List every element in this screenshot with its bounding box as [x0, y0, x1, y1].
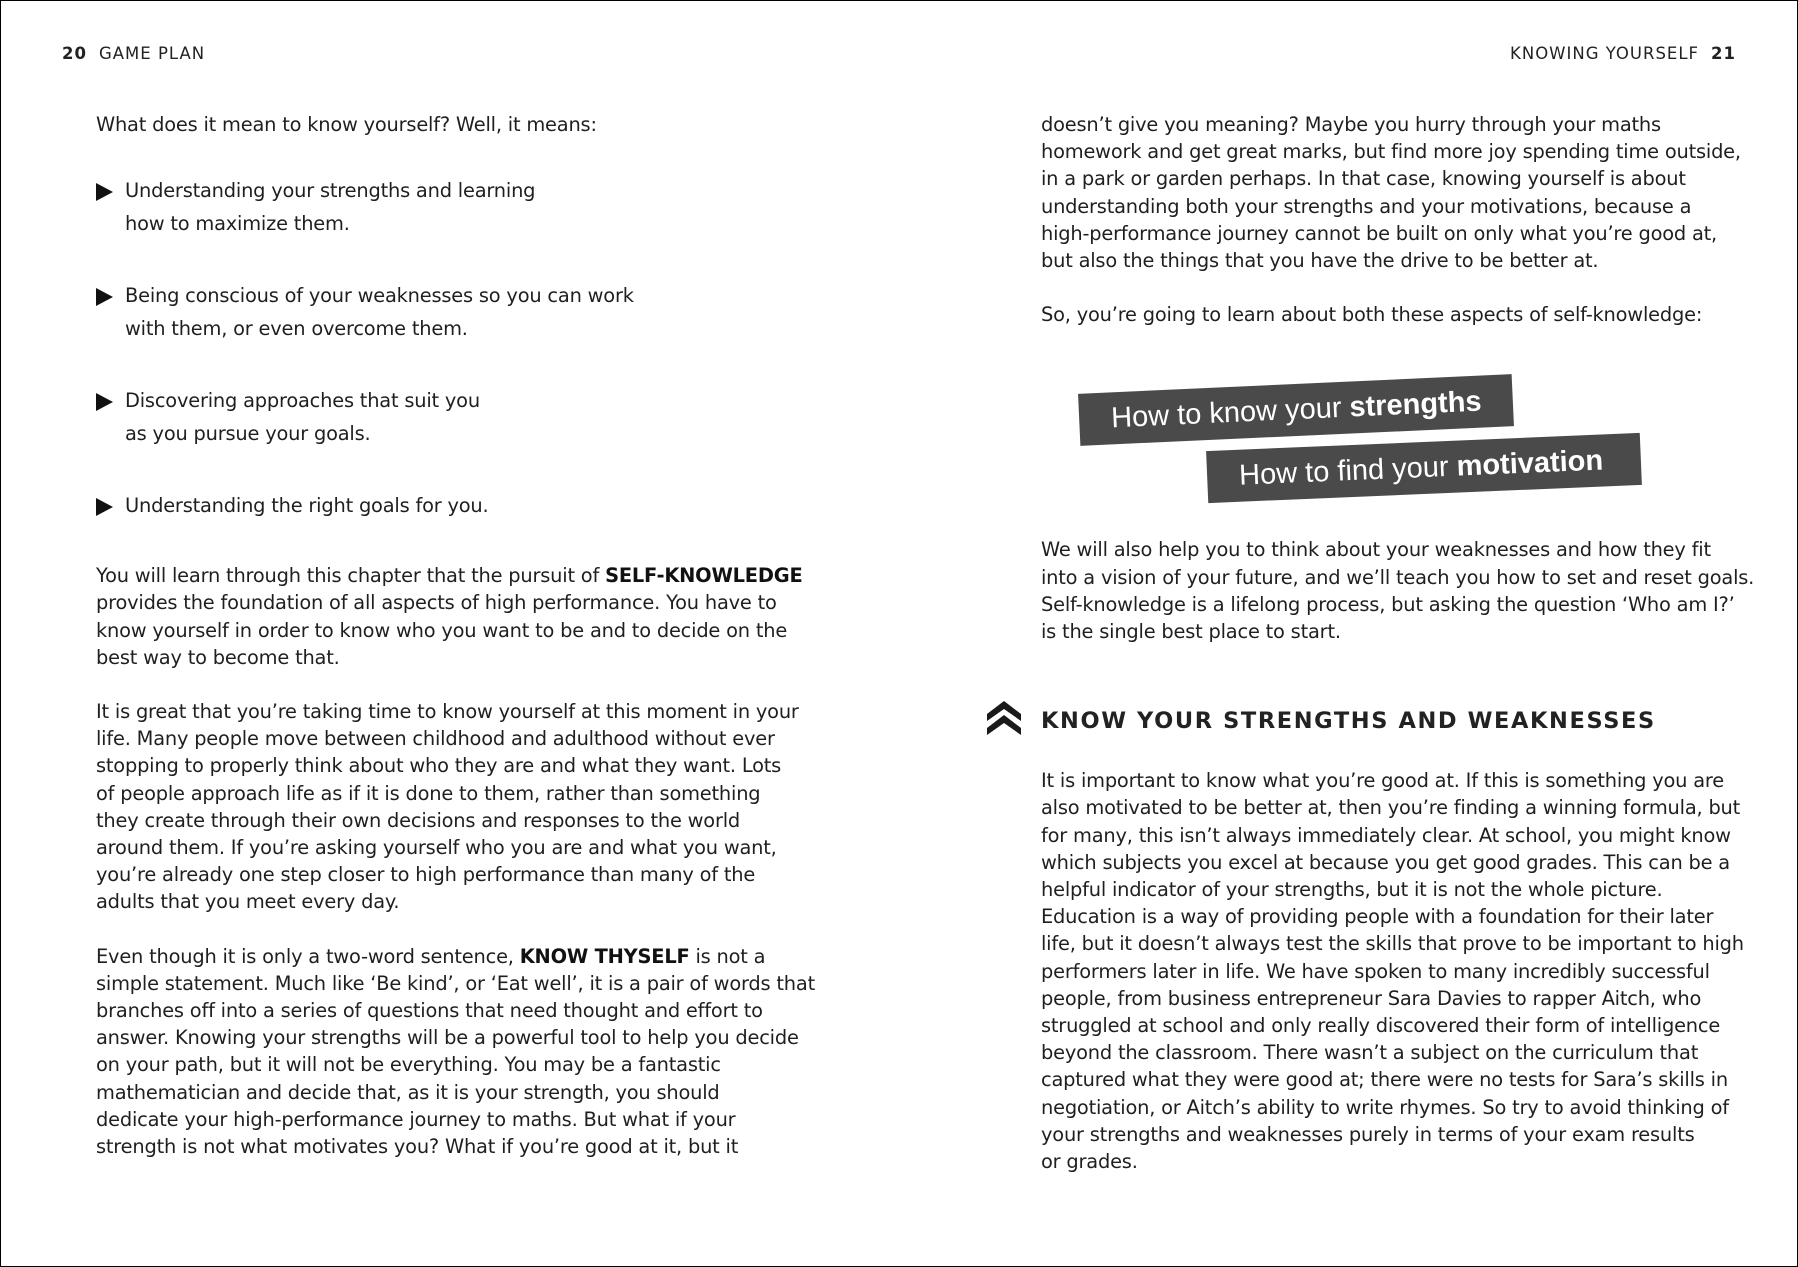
keyword-know-thyself: KNOW THYSELF	[519, 944, 690, 968]
left-running-header	[62, 44, 205, 63]
text-line: strength is not what motivates you? What if you’re good at it, but it	[96, 1135, 739, 1159]
text-line: Education is a way of providing people with a foundation for their later	[1041, 905, 1714, 929]
text-line: in a park or garden perhaps. In that case, knowing yourself is about	[1041, 167, 1686, 191]
text-line: know yourself in order to know who you want to be and to decide on the	[96, 618, 788, 642]
text-line: but also the things that you have the drive to be better at.	[1041, 249, 1599, 273]
left-page-number: 20	[62, 44, 87, 63]
bullet-item	[96, 489, 796, 522]
text-line: simple statement. Much like ‘Be kind’, or ‘Eat well’, it is a pair of words that	[96, 971, 815, 995]
text-line: provides the foundation of all aspects of high performance. You have to	[96, 591, 777, 615]
triangle-bullet-icon	[96, 393, 113, 411]
bullet-item	[96, 174, 796, 240]
text-line: for many, this isn’t always immediately clear. At school, you might know	[1041, 823, 1731, 847]
text-line: answer. Knowing your strengths will be a powerful tool to help you decide	[96, 1026, 799, 1050]
bullet-text: Understanding your strengths and learning	[125, 179, 536, 203]
bullet-text: Understanding the right goals for you.	[125, 494, 489, 518]
text-line: also motivated to be better at, then you’re finding a winning formula, but	[1041, 796, 1741, 820]
triangle-bullet-icon	[96, 183, 113, 201]
text-line: is the single best place to start.	[1041, 620, 1341, 644]
text-line: struggled at school and only really discovered their form of intelligence	[1041, 1014, 1721, 1038]
bullet-text: how to maximize them.	[125, 212, 350, 236]
bullet-item	[96, 279, 796, 345]
text-line: You will learn through this chapter that the pursuit of	[96, 564, 606, 588]
text-line: branches off into a series of questions that need thought and effort to	[96, 999, 763, 1023]
aspects-line: So, you’re going to learn about both these aspects of self-knowledge:	[1041, 303, 1703, 327]
text-line: your strengths and weaknesses purely in terms of your exam results	[1041, 1122, 1695, 1146]
text-line: It is great that you’re taking time to know yourself at this moment in your	[96, 700, 799, 724]
text-line: performers later in life. We have spoken to many incredibly successful	[1041, 959, 1710, 983]
text-line: of people approach life as if it is done to them, rather than something	[96, 781, 761, 805]
section-title: KNOW YOUR STRENGTHS AND WEAKNESSES	[1041, 708, 1656, 735]
right-page-number: 21	[1711, 44, 1736, 63]
text-line: doesn’t give you meaning? Maybe you hurry through your maths	[1041, 113, 1661, 136]
text-line: beyond the classroom. There wasn’t a subject on the curriculum that	[1041, 1041, 1699, 1065]
text-line: life, but it doesn’t always test the skills that prove to be important to high	[1041, 932, 1744, 956]
text-line: Self-knowledge is a lifelong process, but asking the question ‘Who am I?’	[1041, 592, 1735, 616]
bullet-item	[96, 384, 796, 450]
right-page-body	[1041, 111, 1755, 1175]
text-line: which subjects you excel at because you get good grades. This can be a	[1041, 850, 1730, 874]
banner-motivation	[1206, 433, 1642, 503]
text-line: homework and get great marks, but find more joy spending time outside,	[1041, 140, 1741, 164]
banner-strengths	[1078, 375, 1514, 447]
triangle-bullet-icon	[96, 288, 113, 306]
keyword-self-knowledge: SELF-KNOWLEDGE	[605, 564, 803, 588]
text-line: people, from business entrepreneur Sara Davies to rapper Aitch, who	[1041, 986, 1702, 1010]
intro-line: What does it mean to know yourself? Well, it means:	[96, 113, 597, 136]
triangle-bullet-icon	[96, 498, 113, 516]
text-line: is not a	[689, 944, 766, 968]
text-line: into a vision of your future, and we’ll teach you how to set and reset goals.	[1041, 565, 1755, 589]
paragraph-weaknesses	[1041, 536, 1755, 645]
bullet-text: Being conscious of your weaknesses so you can work	[125, 284, 634, 308]
text-line: helpful indicator of your strengths, but it is not the whole picture.	[1041, 878, 1663, 902]
text-line: negotiation, or Aitch’s ability to write rhymes. So try to avoid thinking of	[1041, 1095, 1729, 1119]
text-line: We will also help you to think about your weaknesses and how they fit	[1041, 538, 1711, 562]
bullet-text: as you pursue your goals.	[125, 422, 371, 446]
section-heading	[1041, 701, 1731, 741]
text-line: life. Many people move between childhood and adulthood without ever	[96, 727, 775, 751]
banner-group	[1041, 356, 1731, 518]
text-line: on your path, but it will not be everything. You may be a fantastic	[96, 1053, 721, 1077]
text-line: Even though it is only a two-word sentence,	[96, 944, 520, 968]
text-line: It is important to know what you’re good at. If this is something you are	[1041, 769, 1724, 793]
left-running-title: GAME PLAN	[98, 44, 206, 63]
paragraph-good-at	[1041, 767, 1744, 1175]
text-line: high-performance journey cannot be built on only what you’re good at,	[1041, 221, 1718, 245]
paragraph-know-thyself	[96, 943, 815, 1161]
paragraph-self-knowledge	[96, 562, 803, 671]
banner-bold-text: strengths	[1348, 386, 1483, 424]
text-line: around them. If you’re asking yourself who you are and what you want,	[96, 836, 777, 860]
bullet-list	[96, 174, 796, 522]
bullet-text: with them, or even overcome them.	[125, 317, 468, 341]
text-line: dedicate your high-performance journey to maths. But what if your	[96, 1107, 736, 1131]
text-line: stopping to properly think about who they are and what they want. Lots	[96, 754, 782, 778]
text-line: adults that you meet every day.	[96, 890, 400, 914]
text-line: best way to become that.	[96, 645, 340, 669]
left-page-body	[96, 111, 815, 1160]
double-chevron-up-icon	[985, 699, 1023, 737]
text-line: captured what they were good at; there were no tests for Sara’s skills in	[1041, 1068, 1728, 1092]
paragraph-taking-time	[96, 698, 799, 916]
text-line: you’re already one step closer to high performance than many of the	[96, 863, 756, 887]
banner-bold-text: motivation	[1455, 444, 1604, 484]
text-line: they create through their own decisions and responses to the world	[96, 808, 741, 832]
banner-text: How to know your	[1110, 392, 1351, 435]
paragraph-meaning	[1041, 111, 1741, 274]
text-line: or grades.	[1041, 1150, 1138, 1174]
right-running-header	[1510, 44, 1736, 63]
text-line: understanding both your strengths and your motivations, because a	[1041, 194, 1692, 218]
text-line: mathematician and decide that, as it is your strength, you should	[96, 1080, 720, 1104]
banner-text: How to find your	[1238, 451, 1458, 493]
right-running-title: KNOWING YOURSELF	[1510, 44, 1700, 63]
bullet-text: Discovering approaches that suit you	[125, 389, 480, 413]
